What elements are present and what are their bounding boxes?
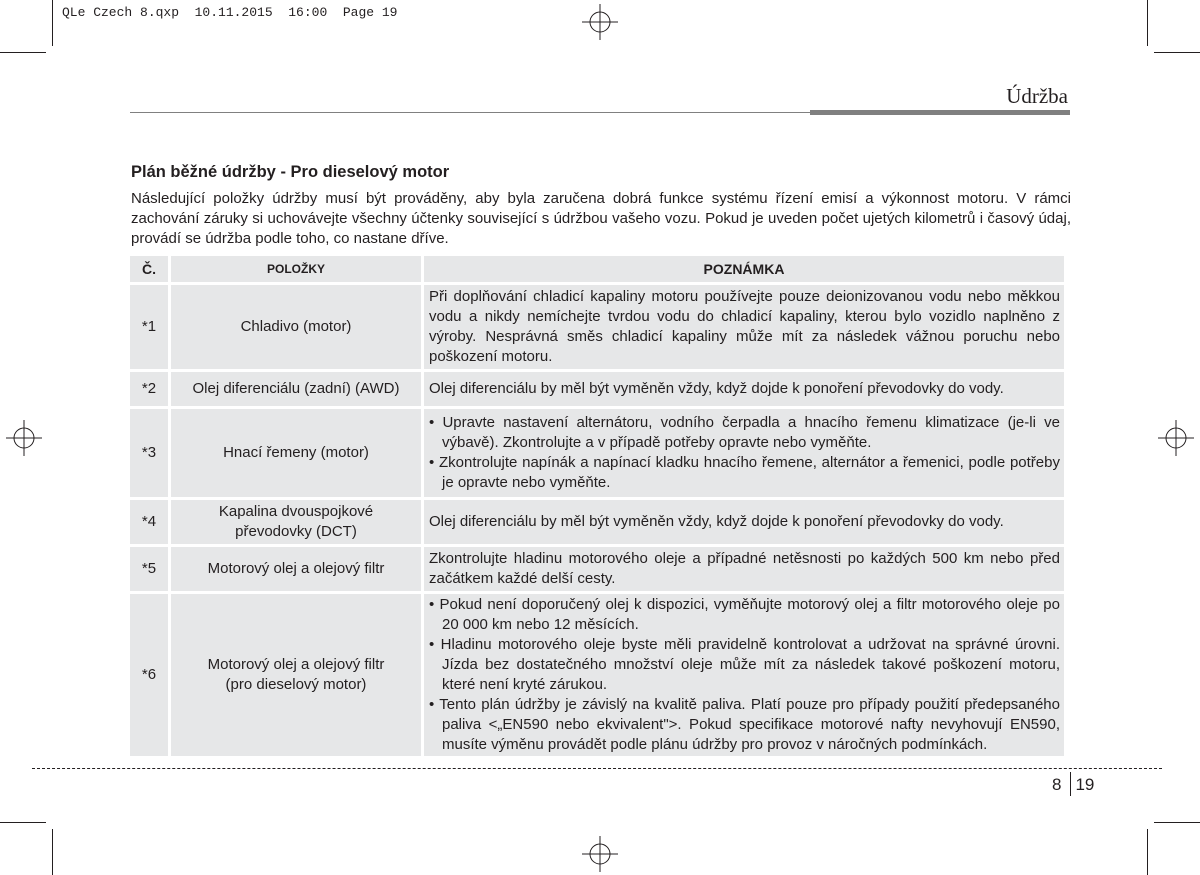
maintenance-table [127, 253, 1067, 759]
crop-mark [0, 52, 46, 53]
header-note: POZNÁMKA [424, 256, 1064, 282]
row-note: Při doplňování chladicí kapaliny motoru používejte pouze deionizovanou vodu nebo měkkou vodu a nikdy nemíchejte tvrdou vodu do chladicí kapaliny, kterou bylo vozidlo naplněno z výroby. Nesprávná směs chladicí kapaliny může mít za následek vážnou poruchu nebo poškození motoru. [424, 285, 1064, 369]
row-note: Olej diferenciálu by měl být vyměněn vždy, když dojde k ponoření převodovky do vody. [424, 372, 1064, 406]
footer-divider [32, 768, 1162, 769]
row-item: Olej diferenciálu (zadní) (AWD) [171, 372, 421, 406]
row-note [424, 594, 1064, 756]
table-row [130, 409, 1064, 497]
table-header-row [130, 256, 1064, 282]
table-row [130, 500, 1064, 544]
title-rule [130, 110, 1070, 116]
page-number-separator [1070, 772, 1071, 796]
section-title: Údržba [1006, 84, 1068, 108]
row-item: Hnací řemeny (motor) [171, 409, 421, 497]
note-bullet: • Upravte nastavení alternátoru, vodního čerpadla a hnacího řemenu klimatizace (je-li ve výbavě). Zkontrolujte a v případě potřeby opravte nebo vyměňte. [429, 414, 1060, 451]
registration-mark-icon [1158, 420, 1194, 456]
row-number: *3 [130, 409, 168, 497]
row-item-line: Kapalina dvouspojkové [218, 503, 374, 520]
row-item [171, 500, 421, 544]
crop-mark [1147, 829, 1148, 875]
page-number [1052, 775, 1094, 795]
row-number: *6 [130, 594, 168, 756]
note-bullet: • Hladinu motorového oleje byste měli pravidelně kontrolovat a udržovat na správné úrovni. Jízda bez dostatečného množství oleje může mít za následek takové poškození motoru, které není kryté zárukou. [429, 636, 1060, 693]
row-item-line: (pro dieselový motor) [225, 676, 367, 693]
note-bullet: • Tento plán údržby je závislý na kvalitě paliva. Platí pouze pro případy použití předepsaného paliva <„EN590 nebo ekvivalent">. Pokud specifikace motorové nafty nevyhovují EN590, musíte výměnu provádět podle plánu údržby pro provoz v náročných podmínkách. [429, 696, 1060, 753]
table-row [130, 372, 1064, 406]
row-item [171, 594, 421, 756]
note-bullet: • Pokud není doporučený olej k dispozici, vyměňujte motorový olej a filtr motorového oleje po 20 000 km nebo 12 měsících. [429, 596, 1060, 633]
chapter-number: 8 [1052, 775, 1062, 794]
registration-mark-icon [6, 420, 42, 456]
row-item: Motorový olej a olejový filtr [171, 547, 421, 591]
table-row [130, 285, 1064, 369]
page-heading: Plán běžné údržby - Pro dieselový motor [131, 163, 450, 181]
header-items: POLOŽKY [171, 256, 421, 282]
row-item-line: Motorový olej a olejový filtr [207, 656, 385, 673]
row-number: *2 [130, 372, 168, 406]
row-number: *4 [130, 500, 168, 544]
table-row [130, 594, 1064, 756]
crop-mark [52, 829, 53, 875]
row-item: Chladivo (motor) [171, 285, 421, 369]
row-number: *1 [130, 285, 168, 369]
crop-mark [1154, 52, 1200, 53]
crop-mark [1154, 822, 1200, 823]
table-row [130, 547, 1064, 591]
row-note [424, 409, 1064, 497]
printer-header: QLe Czech 8.qxp 10.11.2015 16:00 Page 19 [62, 5, 398, 20]
crop-mark [0, 822, 46, 823]
registration-mark-icon [582, 4, 618, 40]
row-note: Zkontrolujte hladinu motorového oleje a případné netěsnosti po každých 500 km nebo před začátkem každé delší cesty. [424, 547, 1064, 591]
note-bullet: • Zkontrolujte napínák a napínací kladku hnacího řemene, alternátor a řemenici, podle potřeby je opravte nebo vyměňte. [429, 454, 1060, 491]
row-number: *5 [130, 547, 168, 591]
page-number-value: 19 [1075, 775, 1095, 794]
intro-paragraph: Následující položky údržby musí být prováděny, aby byla zaručena dobrá funkce systému řízení emisí a výkonnost motoru. V rámci zachování záruky si uchovávejte všechny účtenky související s údržbou vašeho vozu. Pokud je uveden počet ujetých kilometrů i časový údaj, provádí se údržba podle toho, co nastane dříve. [131, 190, 1071, 247]
row-note: Olej diferenciálu by měl být vyměněn vždy, když dojde k ponoření převodovky do vody. [424, 500, 1064, 544]
row-item-line: převodovky (DCT) [235, 523, 357, 540]
crop-mark [1147, 0, 1148, 46]
header-no: Č. [130, 256, 168, 282]
crop-mark [52, 0, 53, 46]
registration-mark-icon [582, 836, 618, 872]
